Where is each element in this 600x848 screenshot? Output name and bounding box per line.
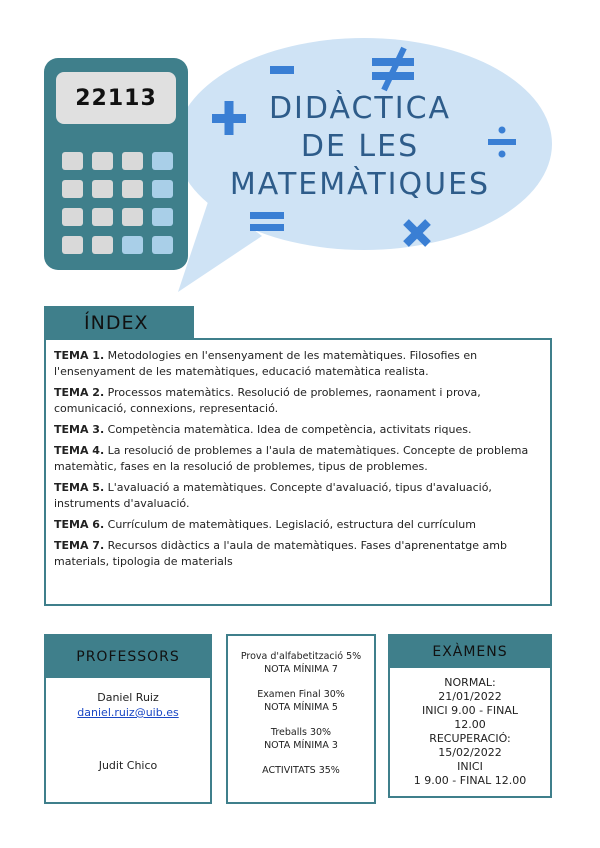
exam-line-7: INICI xyxy=(457,760,483,773)
title-line-3: MATEMÀTIQUES xyxy=(229,167,491,202)
professors-box xyxy=(44,634,212,804)
professor-email-link[interactable]: daniel.ruiz@uib.es xyxy=(77,706,179,719)
index-heading: ÍNDEX xyxy=(44,306,194,340)
calculator-display: 22113 xyxy=(56,72,176,124)
exams-box xyxy=(388,634,552,798)
topic-6: TEMA 6. Currículum de matemàtiques. Legislació, estructura del currículum xyxy=(54,518,476,531)
calculator-keys xyxy=(62,152,174,254)
grade-item-4: ACTIVITATS 35% xyxy=(262,765,340,776)
professor-name-2: Judit Chico xyxy=(98,759,158,772)
grading-box xyxy=(226,634,376,804)
exams-heading: EXÀMENS xyxy=(390,636,550,668)
grade-item-1: Prova d'alfabetització 5% xyxy=(240,651,362,662)
topic-4: TEMA 4. La resolució de problemes a l'aula de matemàtiques. Concepte de problema matemàtic, fases en la resolució de problemes, tipus de problemes. xyxy=(54,444,529,473)
grade-item-3: Treballs 30% xyxy=(270,727,332,738)
grade-min-3: NOTA MÍNIMA 3 xyxy=(264,740,338,751)
exam-line-6: 15/02/2022 xyxy=(438,746,502,759)
title-line-1: DIDÀCTICA xyxy=(268,91,452,126)
exam-line-3: INICI 9.00 - FINAL xyxy=(421,704,519,717)
title-line-2: DE LES xyxy=(300,129,420,164)
grade-item-2: Examen Final 30% xyxy=(257,689,345,700)
grade-min-2: NOTA MÍNIMA 5 xyxy=(264,702,338,713)
professor-name-1: Daniel Ruiz xyxy=(97,691,159,704)
calculator-icon xyxy=(44,58,188,270)
exam-line-4: 12.00 xyxy=(454,718,486,731)
topic-3: TEMA 3. Competència matemàtica. Idea de competència, activitats riques. xyxy=(54,423,472,436)
minus-icon xyxy=(270,66,294,74)
grade-min-1: NOTA MÍNIMA 7 xyxy=(264,664,338,675)
professors-heading: PROFESSORS xyxy=(46,636,210,678)
topic-5: TEMA 5. L'avaluació a matemàtiques. Concepte d'avaluació, tipus d'avaluació, instruments d'avaluació. xyxy=(54,481,492,510)
index-list xyxy=(44,338,552,606)
topic-1: TEMA 1. Metodologies en l'ensenyament de les matemàtiques. Filosofies en l'ensenyament de les matemàtiques, educació matemàtica realista. xyxy=(54,349,478,378)
exam-line-2: 21/01/2022 xyxy=(438,690,502,703)
exam-line-8: 1 9.00 - FINAL 12.00 xyxy=(413,774,527,787)
page-title xyxy=(190,90,530,204)
exam-line-5: RECUPERACIÓ: xyxy=(429,732,511,745)
topic-7: TEMA 7. Recursos didàctics a l'aula de matemàtiques. Fases d'aprenentatge amb materials, tipologia de materials xyxy=(54,539,507,568)
exam-line-1: NORMAL: xyxy=(444,676,496,689)
topic-2: TEMA 2. Processos matemàtics. Resolució de problemes, raonament i prova, comunicació, connexions, representació. xyxy=(54,386,481,415)
